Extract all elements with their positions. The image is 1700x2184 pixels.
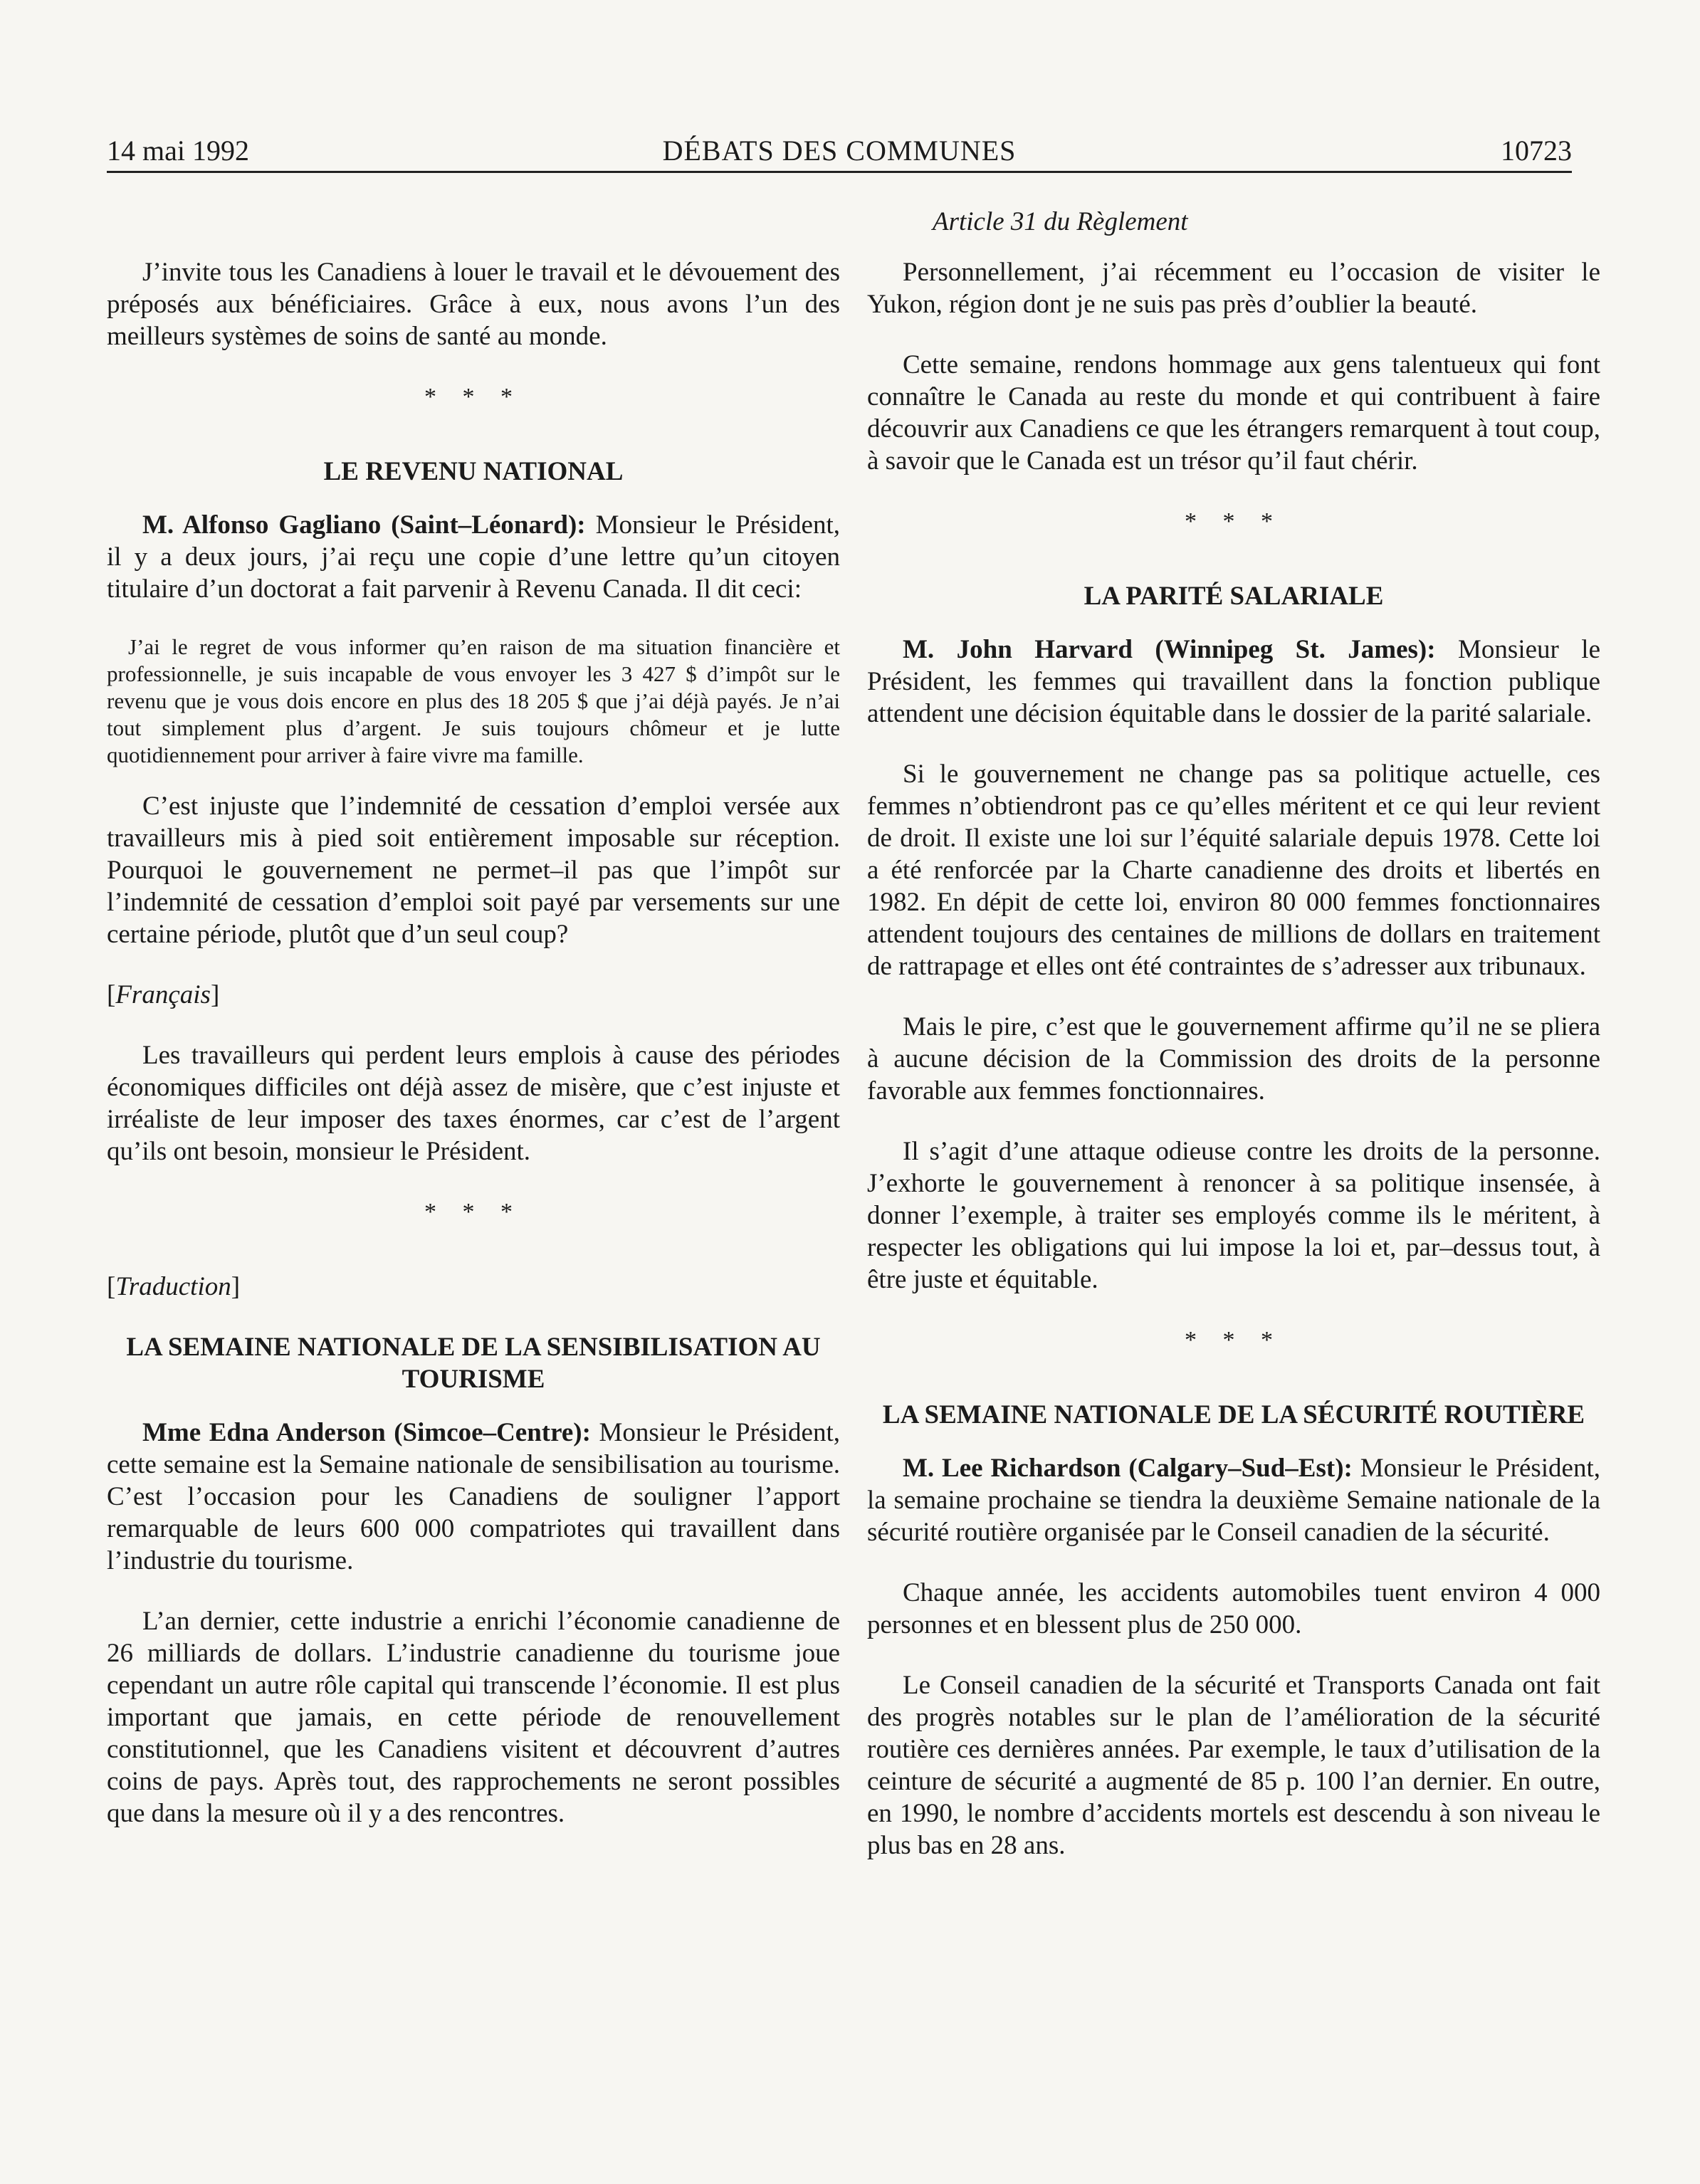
speech-paragraph (867, 634, 1600, 730)
section-heading: LE REVENU NATIONAL (323, 457, 624, 486)
page-number: 10723 (1501, 135, 1572, 167)
header-title: DÉBATS DES COMMUNES (662, 135, 1017, 167)
section-separator: * * * (424, 1199, 523, 1225)
right-column (867, 256, 1600, 1890)
paragraph: Si le gouvernement ne change pas sa politique actuelle, ces femmes n’obtiendront pas ce qu’elles méritent et ce qui leur revient de droit. Il existe une loi sur l’équité salariale depuis 1978. Cette loi a été renforcée par la Charte canadienne des droits et libertés en 1982. En dépit de cette loi, environ 80 000 femmes fonctionnaires attendent toujours des centaines de millions de dollars en traitement de rattrapage et elles ont été contraintes de s’adresser aux tribunaux. (867, 760, 1600, 981)
paragraph: J’invite tous les Canadiens à louer le travail et le dévouement des préposés aux bénéficiaires. Grâce à eux, nous avons l’un des meilleurs systèmes de soins de santé au monde. (107, 258, 840, 351)
paragraph: C’est injuste que l’indemnité de cessation d’emploi versée aux travailleurs mis à pied soit entièrement imposable sur réception. Pourquoi le gouvernement ne permet–il pas que l’impôt sur l’indemnité de cessation d’emploi soit payé par versements sur une certaine période, plutôt que d’un seul coup? (107, 792, 840, 949)
speaker-name: M. Lee Richardson (Calgary–Sud–Est): (903, 1454, 1353, 1483)
speech-text: Monsieur le Président, la semaine prochaine se tiendra la deuxième Semaine nationale de la sécurité routière organisée par le Conseil canadien de la sécurité. (867, 1454, 1600, 1547)
section-heading: LA SEMAINE NATIONALE DE LA SENSIBILISATION AU TOURISME (126, 1333, 821, 1394)
paragraph: Les travailleurs qui perdent leurs emplois à cause des périodes économiques difficiles ont déjà assez de misère, que c’est injuste et irréaliste de leur imposer des taxes énormes, car c’est de l’argent qu’ils ont besoin, monsieur le Président. (107, 1041, 840, 1166)
paragraph: Il s’agit d’une attaque odieuse contre les droits de la personne. J’exhorte le gouvernement à renoncer à sa politique insensée, à donner l’exemple, à traiter ses employés comme ils le méritent, à respecter les obligations qui lui impose la loi et, par–dessus tout, à être juste et équitable. (867, 1137, 1600, 1294)
section-separator: * * * (424, 384, 523, 410)
speech-text: Monsieur le Président, les femmes qui travaillent dans la fonction publique attendent une décision équitable dans le dossier de la parité salariale. (867, 635, 1600, 728)
quoted-letter: J’ai le regret de vous informer qu’en raison de ma situation financière et professionnelle, je suis incapable de vous envoyer les 3 427 $ d’impôt sur le revenu que je vous dois encore en plus des 18 205 $ que j’ai déjà payés. Je n’ai tout simplement plus d’argent. Je suis toujours chômeur et je lutte quotidiennement pour arriver à faire vivre ma famille. (107, 634, 840, 767)
section-separator: * * * (1185, 1327, 1283, 1353)
speech-text: Monsieur le Président, il y a deux jours, j’ai reçu une copie d’une lettre qu’un citoyen titulaire d’un doctorat a fait parvenir à Revenu Canada. Il dit ceci: (107, 510, 840, 604)
paragraph: Personnellement, j’ai récemment eu l’occasion de visiter le Yukon, région dont je ne suis pas près d’oublier la beauté. (867, 258, 1600, 319)
speech-paragraph (107, 1417, 840, 1577)
speech-paragraph (867, 1452, 1600, 1548)
section-heading: LA SEMAINE NATIONALE DE LA SÉCURITÉ ROUTIÈRE (882, 1400, 1585, 1429)
language-tag: [Traduction] (107, 1272, 241, 1301)
page-header (107, 128, 1572, 173)
left-column (107, 256, 840, 1858)
paragraph: L’an dernier, cette industrie a enrichi l’économie canadienne de 26 milliards de dollars. L’industrie canadienne du tourisme joue cependant un autre rôle capital qui transcende l’économie. Il est plus important que jamais, en cette période de renouvellement constitutionnel, que les Canadiens visitent et découvrent d’autres coins de pays. Après tout, des rapprochements ne seront possibles que dans la mesure où il y a des rencontres. (107, 1607, 840, 1828)
standing-order-caption: Article 31 du Règlement (933, 207, 1188, 236)
paragraph: Le Conseil canadien de la sécurité et Transports Canada ont fait des progrès notables sur le plan de l’amélioration de la sécurité routière ces dernières années. Par exemple, le taux d’utilisation de la ceinture de sécurité a augmenté de 85 p. 100 l’an dernier. En outre, en 1990, le nombre d’accidents mortels est descendu à son niveau le plus bas en 28 ans. (867, 1671, 1600, 1860)
paragraph: Cette semaine, rendons hommage aux gens talentueux qui font connaître le Canada au reste du monde et qui contribuent à faire découvrir aux Canadiens ce que les étrangers remarquent à tout coup, à savoir que le Canada est un trésor qu’il faut chérir. (867, 350, 1600, 476)
language-tag-text: Français (115, 980, 211, 1009)
speech-text: Monsieur le Président, cette semaine est la Semaine nationale de sensibilisation au tourisme. C’est l’occasion pour les Canadiens de souligner l’apport remarquable de leurs 600 000 compatriotes qui travaillent dans l’industrie du tourisme. (107, 1418, 840, 1575)
speaker-name: Mme Edna Anderson (Simcoe–Centre): (142, 1418, 591, 1447)
section-separator: * * * (1185, 508, 1283, 535)
paragraph: Chaque année, les accidents automobiles tuent environ 4 000 personnes et en blessent plus de 250 000. (867, 1578, 1600, 1639)
language-tag-text: Traduction (115, 1272, 231, 1301)
speech-paragraph (107, 509, 840, 605)
speaker-name: M. Alfonso Gagliano (Saint–Léonard): (142, 510, 586, 540)
speaker-name: M. John Harvard (Winnipeg St. James): (903, 635, 1436, 664)
language-tag: [Français] (107, 980, 220, 1009)
header-date: 14 mai 1992 (107, 135, 249, 167)
section-heading: LA PARITÉ SALARIALE (1084, 582, 1384, 611)
paragraph: Mais le pire, c’est que le gouvernement affirme qu’il ne se pliera à aucune décision de la Commission des droits de la personne favorable aux femmes fonctionnaires. (867, 1012, 1600, 1106)
